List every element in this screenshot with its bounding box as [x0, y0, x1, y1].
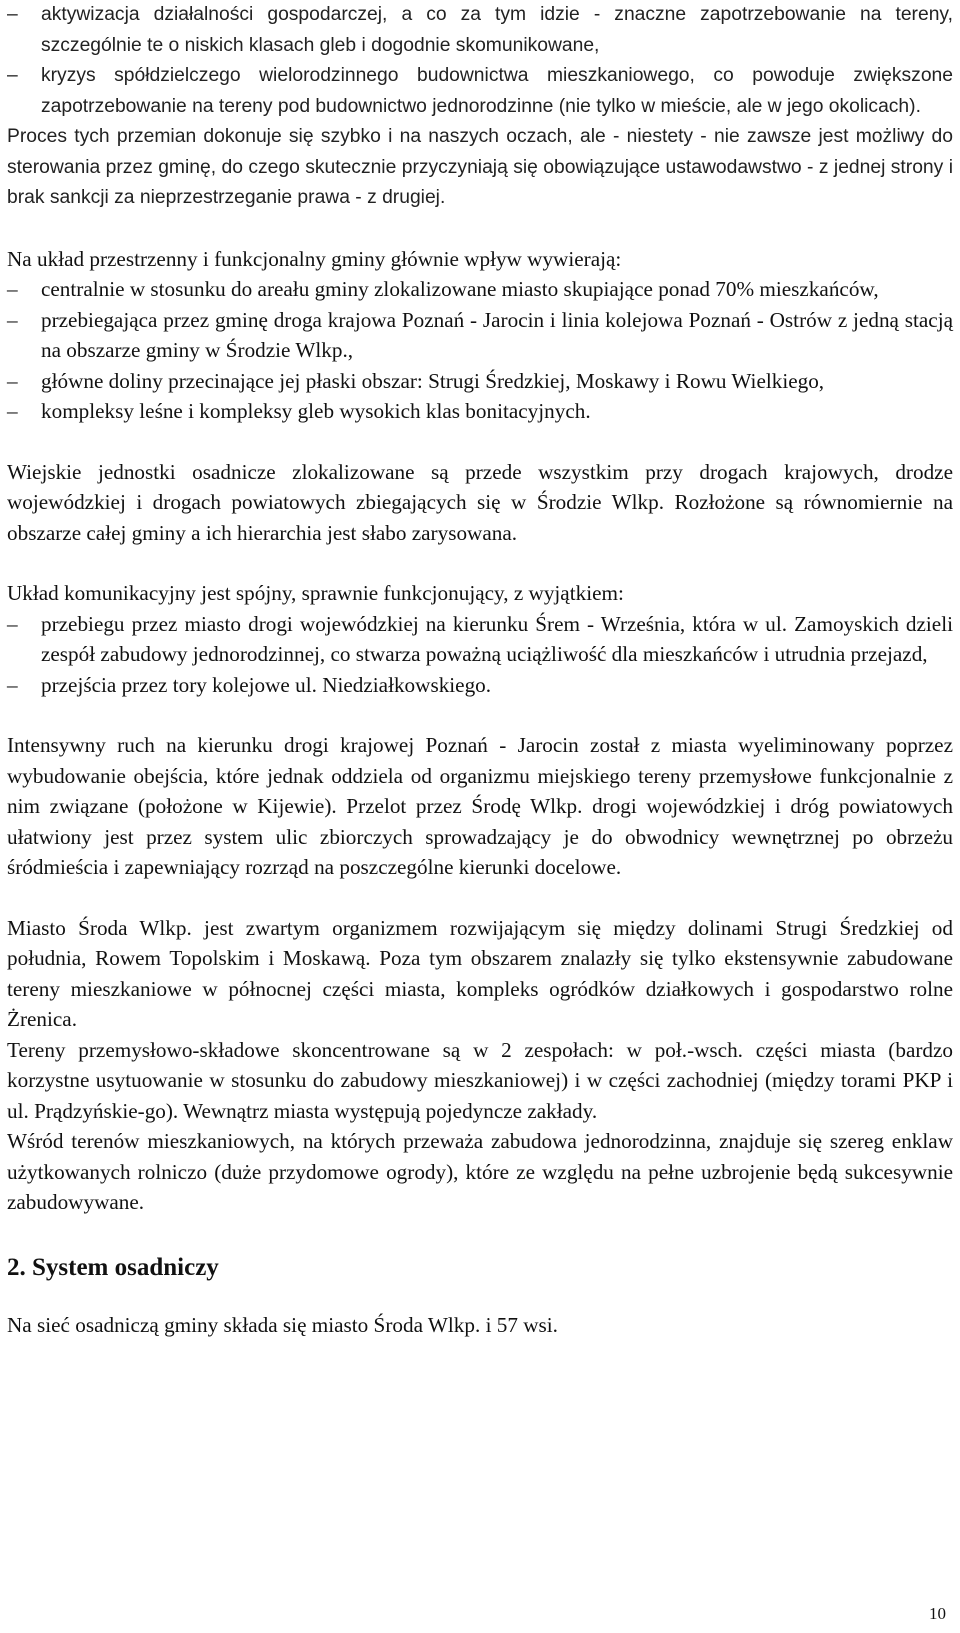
section-heading: 2. System osadniczy	[7, 1253, 219, 1281]
paragraph-villages: Wiejskie jednostki osadnicze zlokalizowane są przede wszystkim przy drogach krajowych, drodze wojewódzkiej i drogach powiatowych zbiegających się w Środzie Wlkp. Rozłożone są równomiernie na obszarze całej gminy a ich hierarchia jest słabo zarysowana.	[7, 459, 953, 545]
paragraph-traffic: Intensywny ruch na kierunku drogi krajowej Poznań - Jarocin został z miasta wyeliminowany poprzez wybudowanie obejścia, które jednak oddziela od organizmu miejskiego tereny przemysłowe funkcjonalnie z nim związane (położone w Kijewie). Przelot przez Środę Wlkp. drogi wojewódzkiej i dróg powiatowych ułatwiony jest przez system ulic zbiorczych sprowadzający je do obwodnicy wewnętrznej po obrzeżu śródmieścia i zapewniający rozrząd na poszczególne kierunki docelowe.	[7, 733, 953, 879]
list-item: – główne doliny przecinające jej płaski obszar: Strugi Średzkiej, Moskawy i Rowu Wielkiego,	[7, 366, 953, 397]
paragraph-settlement-network: Na sieć osadniczą gminy składa się miasto Środa Wlkp. i 57 wsi.	[7, 1312, 558, 1337]
paragraph-residential-areas: Wśród terenów mieszkaniowych, na których przeważa zabudowa jednorodzinna, znajduje się szereg enklaw użytkowanych rolniczo (duże przydomowe ogrody), które ze względu na pełne uzbrojenie będą sukcesywnie zabudowywane.	[7, 1129, 953, 1214]
list-item: – centralnie w stosunku do areału gminy zlokalizowane miasto skupiające ponad 70% mieszkańców,	[7, 274, 953, 305]
transport-bullet-list	[7, 609, 953, 701]
paragraph-layout-intro: Na układ przestrzenny i funkcjonalny gminy głównie wpływ wywierają:	[7, 246, 622, 271]
list-item: – przejścia przez tory kolejowe ul. Niedziałkowskiego.	[7, 670, 953, 701]
list-item: – kompleksy leśne i kompleksy gleb wysokich klas bonitacyjnych.	[7, 396, 953, 427]
page-number: 10	[929, 1604, 946, 1623]
paragraph-industrial-areas: Tereny przemysłowo-składowe skoncentrowane są w 2 zespołach: w poł.-wsch. części miasta (bardzo korzystne usytuowanie w stosunku do zabudowy mieszkaniowej) i w części zachodniej (między torami PKP i ul. Prądzyńskie-go). Wewnątrz miasta występują pojedyncze zakłady.	[7, 1037, 953, 1123]
document-page	[7, 0, 953, 1340]
list-item: – aktywizacja działalności gospodarczej, a co za tym idzie - znaczne zapotrzebowanie na tereny, szczególnie te o niskich klasach gleb i dogodnie skomunikowane,	[7, 0, 953, 61]
paragraph-process: Proces tych przemian dokonuje się szybko i na naszych oczach, ale - niestety - nie zawsze jest możliwy do sterowania przez gminę, do czego skutecznie przyczyniają się obowiązujące ustawodawstwo - z jednej strony i brak sankcji za nieprzestrzeganie prawa - z drugiej.	[7, 126, 953, 208]
list-item: – przebiegająca przez gminę droga krajowa Poznań - Jarocin i linia kolejowa Poznań - Ostrów z jedną stacją na obszarze gminy w Środzie Wlkp.,	[7, 305, 953, 366]
paragraph-transport-intro: Układ komunikacyjny jest spójny, sprawnie funkcjonujący, z wyjątkiem:	[7, 581, 624, 605]
layout-bullet-list	[7, 274, 953, 427]
top-bullet-list	[7, 0, 953, 122]
list-item: – przebiegu przez miasto drogi wojewódzkiej na kierunku Śrem - Września, która w ul. Zamoyskich dzieli zespół zabudowy jednorodzinnej, co stwarza poważną uciążliwość dla mieszkańców i utrudnia przejazd,	[7, 609, 953, 670]
paragraph-city-structure: Miasto Środa Wlkp. jest zwartym organizmem rozwijającym się między dolinami Strugi Średzkiej od południa, Rowem Topolskim i Moskawą. Poza tym obszarem znalazły się tylko ekstensywnie zabudowane tereny mieszkaniowe w północnej części miasta, kompleks ogródków działkowych i gospodarstwo rolne Żrenica.	[7, 915, 953, 1031]
list-item: – kryzys spółdzielczego wielorodzinnego budownictwa mieszkaniowego, co powoduje zwiększone zapotrzebowanie na tereny pod budownictwo jednorodzinne (nie tylko w mieście, ale w jego okolicach).	[7, 61, 953, 122]
